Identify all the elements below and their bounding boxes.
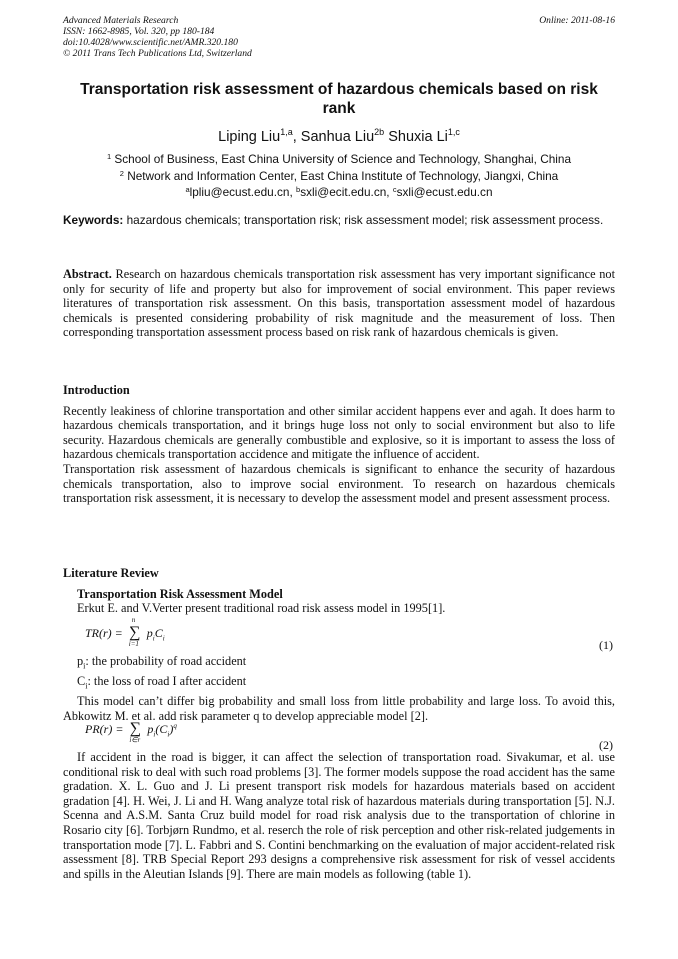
email-mark: a [185,185,190,194]
sum-upper-limit: n [131,616,136,624]
email-address[interactable]: lpliu@ecust.edu.cn, [189,185,293,199]
paragraph: This model can’t differ big probability and small loss from little probability and large loss. To avoid this, Abkowitz M. et al. add risk parameter q to develop appreciable model [2]. [63,694,615,723]
equation-body [85,720,177,744]
equation-1 [63,618,615,652]
symbol-subscript: i [83,661,86,671]
symbol-subscript: i [85,681,88,691]
symbol: p [77,654,84,668]
affiliations [63,150,615,200]
abstract [63,267,615,340]
equation-subscript: i [162,634,165,643]
keywords-label: Keywords: [63,213,124,227]
abstract-text: Research on hazardous chemicals transportation risk assessment has very important significance not only for security of life and property but also for improvement of social environment. This paper reviews literatures of transportation risk assessment. On this basis, transportation assessment model of hazardous chemicals is presented considering probability of risk magnitude and the measurement of loss. Then corresponding transportation assessment process based on risk rank of hazardous chemicals is given. [63,267,615,340]
equation-term: p [146,626,153,640]
section-heading: Literature Review [63,566,159,580]
equation-term: ) [169,722,174,736]
equation-term: (C [155,722,168,736]
paragraph: If accident in the road is bigger, it can affect the selection of transportation road. Sivakumar, et al. use conditional risk to deal with such road problems [3]. The former models suppose the road accident has the same gradation. X. L. Guo and J. Li present transport risk models for hazardous materials based on accident gradation [4]. H. Wei, J. Li and H. Wang analyze total risk of hazardous materials during transportation [5]. N.J. Scenna and A.S.M. Santa Cruz build model for road risk analysis due to the transportation of chlorine in Rosario city [6]. Torbjørn Rundmo, et al. reserch the role of risk perception and other risk-related judgements in transportation mode [7]. L. Fabbri and S. Contini benchmarking on the evaluation of major accident-related risk assessment [8]. TRB Special Report 293 designs a comprehensive risk assessment for risk of vessel accidents and spills in the Aleutian Islands [9]. There are main models as following (table 1). [63,750,615,881]
affiliation-mark: 2 [119,168,124,178]
equation-number: (2) [599,738,613,752]
online-date: Online: 2011-08-16 [539,15,615,26]
definitions-block [63,654,615,723]
author-affiliation-mark: 1,a [280,127,293,137]
equation-number: (1) [599,638,613,652]
affiliation-2 [63,167,615,184]
paragraph: Recently leakiness of chlorine transportation and other similar accident happens ever and agah. It does harm to hazardous chemicals transportation, and it brings huge loss not only to social environment but also to life security. Hazardous chemicals are generally combustible and explosive, so it is important to assess the loss of hazardous chemicals transportation accidence and mitigate the influence of accident. [63,403,615,462]
email-address[interactable]: sxli@ecit.edu.cn, [300,185,390,199]
sum-symbol: ∑ i∈r [129,720,142,744]
author-affiliation-mark: 2b [374,127,385,137]
sum-lower-limit: i=1 [128,640,139,648]
affiliation-text: School of Business, East China University of Science and Technology, Shanghai, China [114,152,572,166]
literature-paragraph-3 [63,750,615,881]
equation-body [85,616,165,648]
journal-name: Advanced Materials Research [63,15,179,26]
section-heading: Introduction [63,383,130,397]
journal-doi: doi:10.4028/www.scientific.net/AMR.320.180 [63,37,238,48]
author-affiliation-mark: 1,c [447,127,460,137]
equation-subscript: i [153,730,156,739]
author-name: Liping Liu [218,129,281,145]
keywords [63,213,615,228]
definition-p [63,654,615,674]
symbol: C [77,674,86,689]
equation-subscript: i [167,730,170,739]
equation-2 [63,714,615,752]
author-name: Shuxia Li [388,129,448,145]
email-address[interactable]: sxli@ecust.edu.cn [396,185,493,199]
equation-lhs: PR(r) = [85,722,127,736]
keywords-text: hazardous chemicals; transportation risk; risk assessment model; risk assessment process. [126,213,604,227]
equation-term: p [147,722,154,736]
journal-issn: ISSN: 1662-8985, Vol. 320, pp 180-184 [63,26,215,37]
equation-lhs: TR(r) = [85,626,126,640]
email-line [63,183,615,200]
journal-copyright: © 2011 Trans Tech Publications Ltd, Switzerland [63,48,252,59]
author-line: Liping Liu$^{1,a}$, Sanhua Liu$^{2b}$ Shuxia Li$^{1,c}$ [218,127,460,145]
paper-title: Transportation risk assessment of hazardous chemicals based on risk rank [80,81,598,117]
paragraph: Transportation risk assessment of hazardous chemicals is significant to enhance the security of hazardous chemicals transportation, also to improve social environment. To research on hazardous chemicals transportation risk assessment, it is necessary to develop the assessment model and present assessment process. [63,461,615,506]
subsection-heading: Transportation Risk Assessment Model [77,586,283,601]
introduction-section [63,383,615,506]
abstract-label: Abstract. [63,267,112,281]
definition-text: : the loss of road I after accident [87,674,247,689]
equation-subscript: i [152,634,155,643]
journal-header [63,15,615,59]
affiliation-1 [63,150,615,167]
affiliation-mark: 1 [106,152,112,161]
sum-symbol: n ∑ i=1 [128,616,141,648]
equation-term: C [154,626,163,640]
definition-text: : the probability of road accident [85,654,247,668]
affiliation-text: Network and Information Center, East China Institute of Technology, Jiangxi, China [127,168,559,183]
definition-c [63,674,615,694]
paragraph: Erkut E. and V.Verter present traditional road risk assess model in 1995[1]. [77,601,446,616]
author-name: Sanhua Liu [300,129,375,145]
sum-lower-limit: i∈r [129,736,141,744]
email-mark: c [392,185,397,194]
equation-superscript: q [173,722,177,730]
email-mark: b [296,185,301,194]
literature-section [63,566,615,616]
